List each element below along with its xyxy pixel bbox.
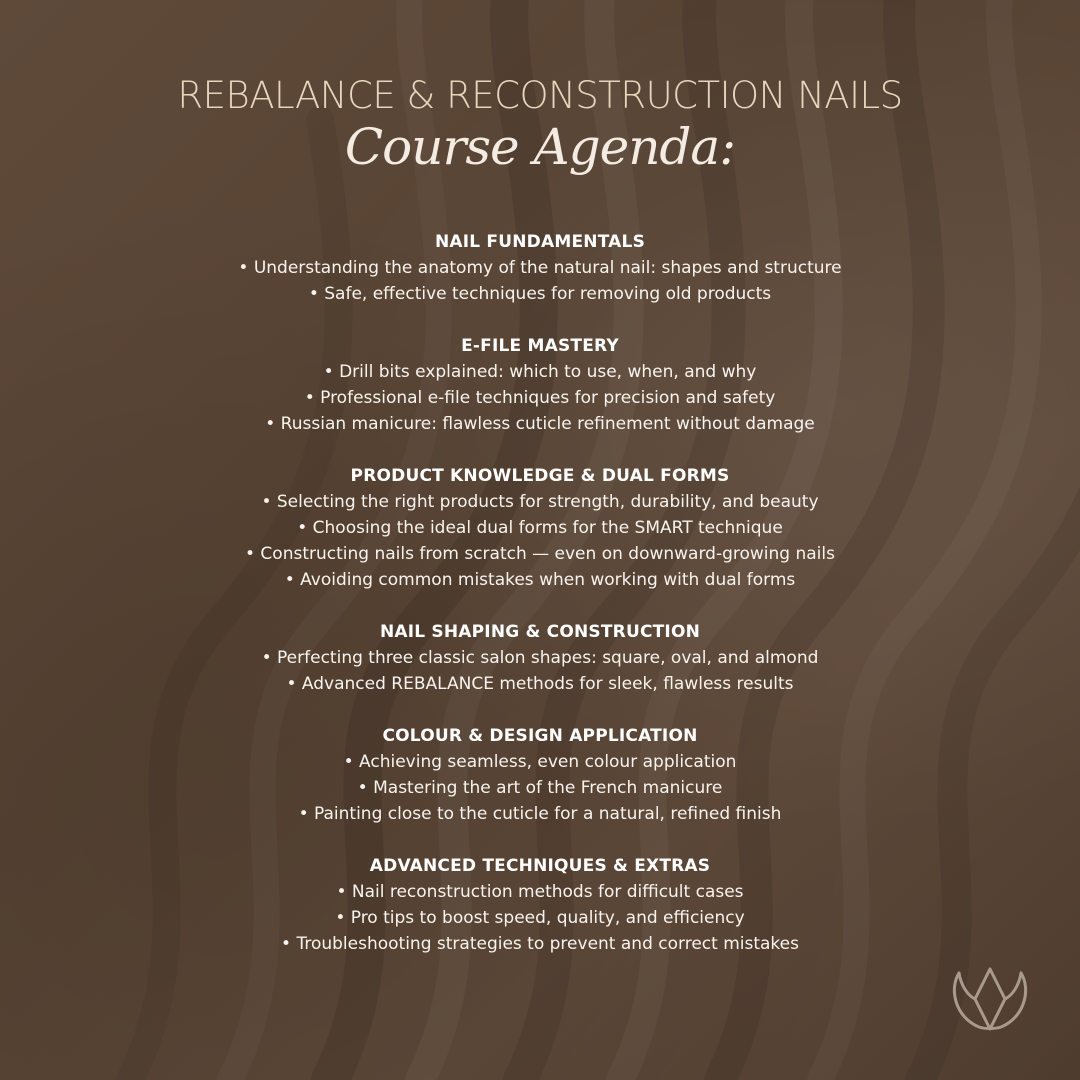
section-title: E-FILE MASTERY	[461, 336, 619, 356]
header	[0, 70, 1080, 200]
section-title: NAIL FUNDAMENTALS	[434, 232, 646, 252]
bullet-item: • Russian manicure: flawless cuticle refinement without damage	[265, 414, 815, 434]
bullet-item: • Understanding the anatomy of the natural nail: shapes and structure	[238, 258, 842, 278]
section-colour-design	[0, 723, 1080, 827]
bullet-item: • Achieving seamless, even colour application	[343, 752, 737, 772]
section-title: PRODUCT KNOWLEDGE & DUAL FORMS	[350, 466, 730, 486]
bullet-item: • Advanced REBALANCE methods for sleek, flawless results	[286, 674, 794, 694]
bullet-item: • Drill bits explained: which to use, when, and why	[323, 362, 757, 382]
agenda-list	[0, 229, 1080, 983]
section-nail-fundamentals	[0, 229, 1080, 307]
bullet-item: • Troubleshooting strategies to prevent and correct mistakes	[281, 934, 799, 954]
bullet-item: • Choosing the ideal dual forms for the SMART technique	[297, 518, 783, 538]
bullet-item: • Selecting the right products for strength, durability, and beauty	[261, 492, 819, 512]
bullet-item: • Pro tips to boost speed, quality, and efficiency	[335, 908, 745, 928]
bullet-item: • Constructing nails from scratch — even on downward-growing nails	[245, 544, 835, 564]
bullet-item: • Avoiding common mistakes when working with dual forms	[284, 570, 796, 590]
bullet-item: • Safe, effective techniques for removing old products	[308, 284, 772, 304]
bullet-item: • Painting close to the cuticle for a natural, refined finish	[298, 804, 782, 824]
agenda-script-heading: Course Agenda:	[344, 118, 736, 176]
section-e-file-mastery	[0, 333, 1080, 437]
bullet-item: • Perfecting three classic salon shapes: square, oval, and almond	[261, 648, 819, 668]
section-title: NAIL SHAPING & CONSTRUCTION	[379, 622, 701, 642]
course-title: REBALANCE & RECONSTRUCTION NAILS	[177, 74, 903, 117]
section-advanced-techniques	[0, 853, 1080, 957]
bullet-item: • Professional e-file techniques for precision and safety	[304, 388, 776, 408]
section-product-knowledge	[0, 463, 1080, 593]
section-title: ADVANCED TECHNIQUES & EXTRAS	[369, 856, 711, 876]
bullet-item: • Mastering the art of the French manicure	[357, 778, 723, 798]
bullet-item: • Nail reconstruction methods for difficult cases	[336, 882, 744, 902]
lotus-logo-icon	[947, 959, 1033, 1035]
section-nail-shaping	[0, 619, 1080, 697]
section-title: COLOUR & DESIGN APPLICATION	[382, 726, 698, 746]
